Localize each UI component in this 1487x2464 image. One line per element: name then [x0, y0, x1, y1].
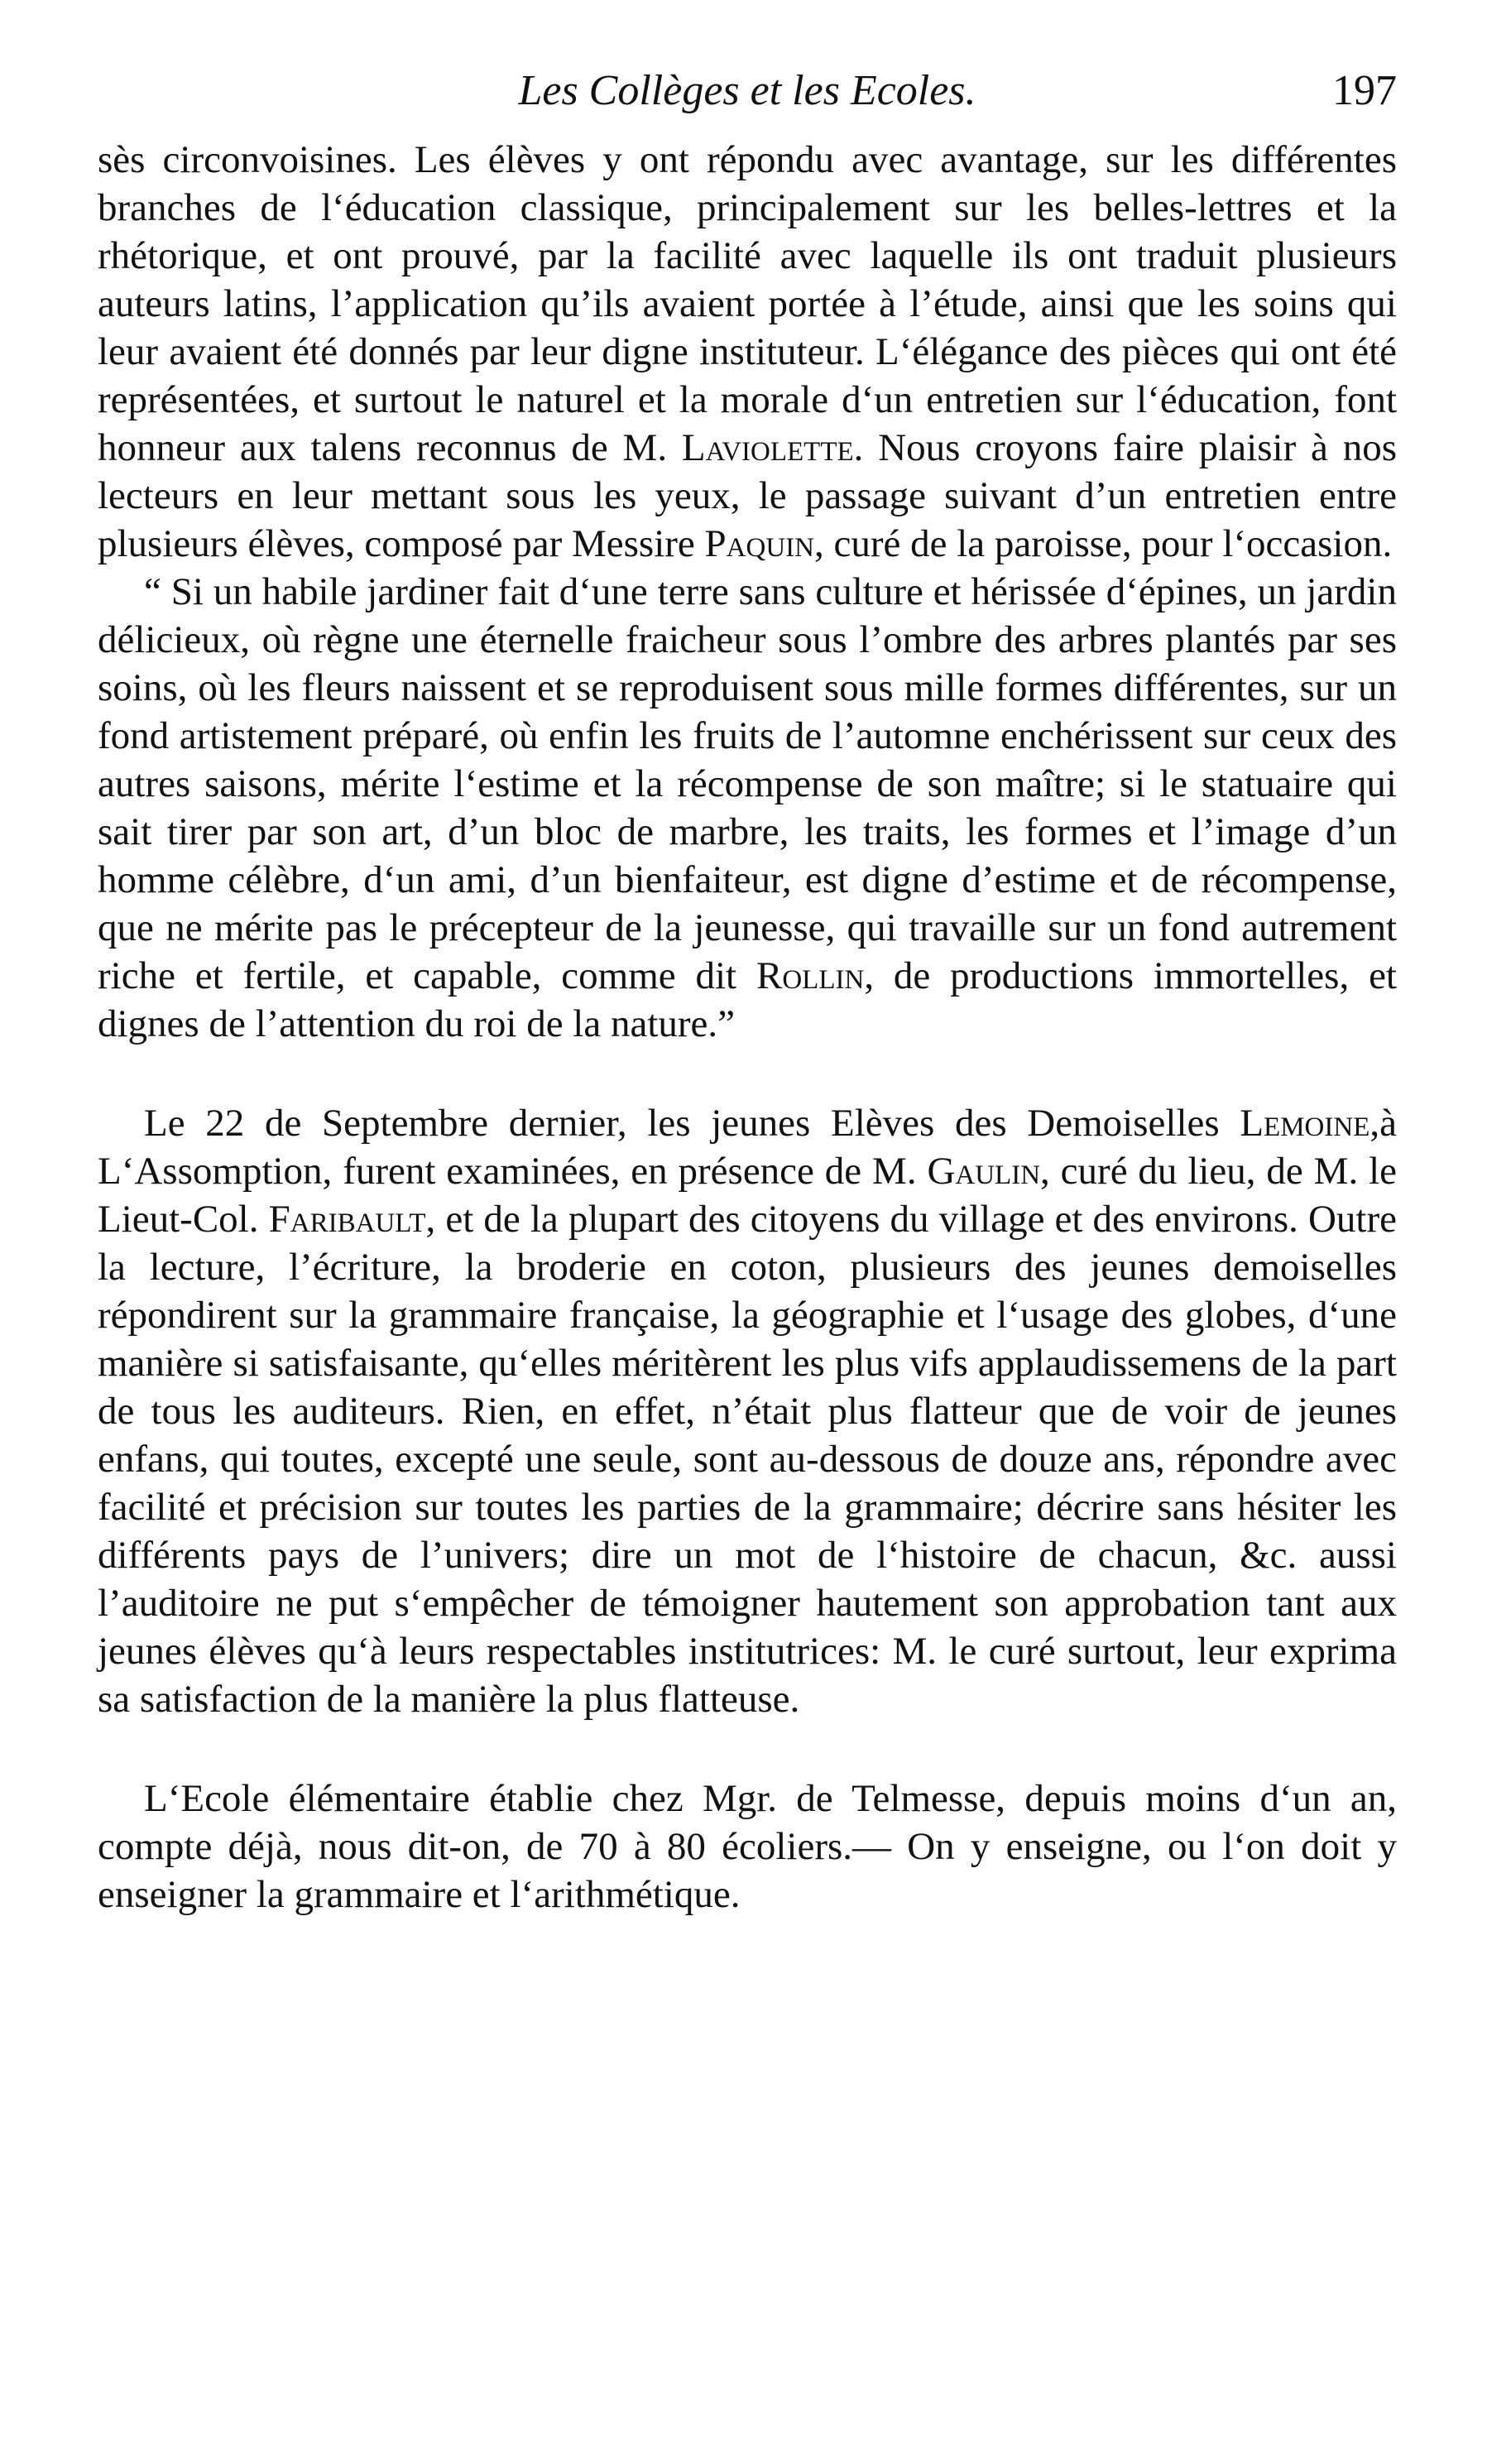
- person-name: Laviolette: [681, 426, 854, 469]
- text-run: sès circonvoisines. Les élèves y ont répondu avec avantage, sur les différentes branches de l‘éducation classique, principalement sur les belles-lettres et la rhétorique, et ont prouvé, par la facilité avec laquelle ils ont traduit plusieurs auteurs latins, l’application qu’ils avaient portée à l’étude, ainsi que les soins qui leur avaient été donnés par leur digne instituteur. L‘élégance des pièces qui ont été représentées, et surtout le naturel et la morale d‘un entretien sur l‘éducation, font honneur aux talens reconnus de M.: [98, 138, 1397, 469]
- running-title: Les Collèges et les Ecoles.: [518, 67, 976, 114]
- paragraph-quotation: [98, 568, 1397, 1048]
- person-name: Faribault: [268, 1198, 426, 1241]
- text-run: , curé de la paroisse, pour l‘occasion.: [814, 522, 1393, 565]
- text-run: , de productions immortelles, et dignes de l’attention du roi de la nature.”: [98, 954, 1397, 1045]
- paragraph-continuation: [98, 136, 1397, 568]
- person-name: Rollin: [755, 954, 865, 997]
- book-page: [98, 58, 1397, 1919]
- paragraph-examination-report: [98, 1099, 1397, 1723]
- running-head: [98, 58, 1397, 132]
- person-name: Lemoine: [1240, 1102, 1370, 1145]
- person-name: Gaulin: [927, 1150, 1041, 1193]
- text-run: L‘Ecole élémentaire établie chez Mgr. de Telmesse, depuis moins d‘un an, compte déjà, nous dit-on, de 70 à 80 écoliers.— On y enseigne, ou l‘on doit y enseigner la grammaire et l‘arithmétique.: [98, 1777, 1397, 1916]
- text-run: . Nous croyons faire plaisir à nos lecteurs en leur mettant sous les yeux, le passage suivant d’un entretien entre plusieurs élèves, composé par Messire: [98, 426, 1397, 565]
- text-run: ,à L‘Assomption, furent examinées, en présence de M.: [98, 1102, 1397, 1193]
- person-name: Paquin: [704, 522, 814, 565]
- page-number: 197: [1332, 67, 1397, 114]
- paragraph-elementary-school: [98, 1775, 1397, 1919]
- text-run: Le 22 de Septembre dernier, les jeunes Elèves des Demoiselles: [144, 1102, 1240, 1145]
- text-run: , curé du lieu, de M. le Lieut-Col.: [98, 1150, 1398, 1241]
- text-run: “ Si un habile jardiner fait d‘une terre sans culture et hérissée d‘épines, un jardin délicieux, où règne une éternelle fraicheur sous l’ombre des arbres plantés par ses soins, où les fleurs naissent et se reproduisent sous mille formes différentes, sur un fond artistement préparé, où enfin les fruits de l’automne enchérissent sur ceux des autres saisons, mérite l‘estime et la récompense de son maître; si le statuaire qui sait tirer par son art, d’un bloc de marbre, les traits, les formes et l’image d’un homme célèbre, d‘un ami, d’un bienfaiteur, est digne d’estime et de récompense, que ne mérite pas le précepteur de la jeunesse, qui travaille sur un fond autrement riche et fertile, et capable, comme dit: [98, 570, 1397, 997]
- text-run: , et de la plupart des citoyens du village et des environs. Outre la lecture, l’écriture, la broderie en coton, plusieurs des jeunes demoiselles répondirent sur la grammaire française, la géographie et l‘usage des globes, d‘une manière si satisfaisante, qu‘elles méritèrent les plus vifs applaudissemens de la part de tous les auditeurs. Rien, en effet, n’était plus flatteur que de voir de jeunes enfans, qui toutes, excepté une seule, sont au-dessous de douze ans, répondre avec facilité et précision sur toutes les parties de la grammaire; décrire sans hésiter les différents pays de l’univers; dire un mot de l‘histoire de chacun, &c. aussi l’auditoire ne put s‘empêcher de témoigner hautement son approbation tant aux jeunes élèves qu‘à leurs respectables institutrices: M. le curé surtout, leur exprima sa satisfaction de la manière la plus flatteuse.: [98, 1198, 1398, 1721]
